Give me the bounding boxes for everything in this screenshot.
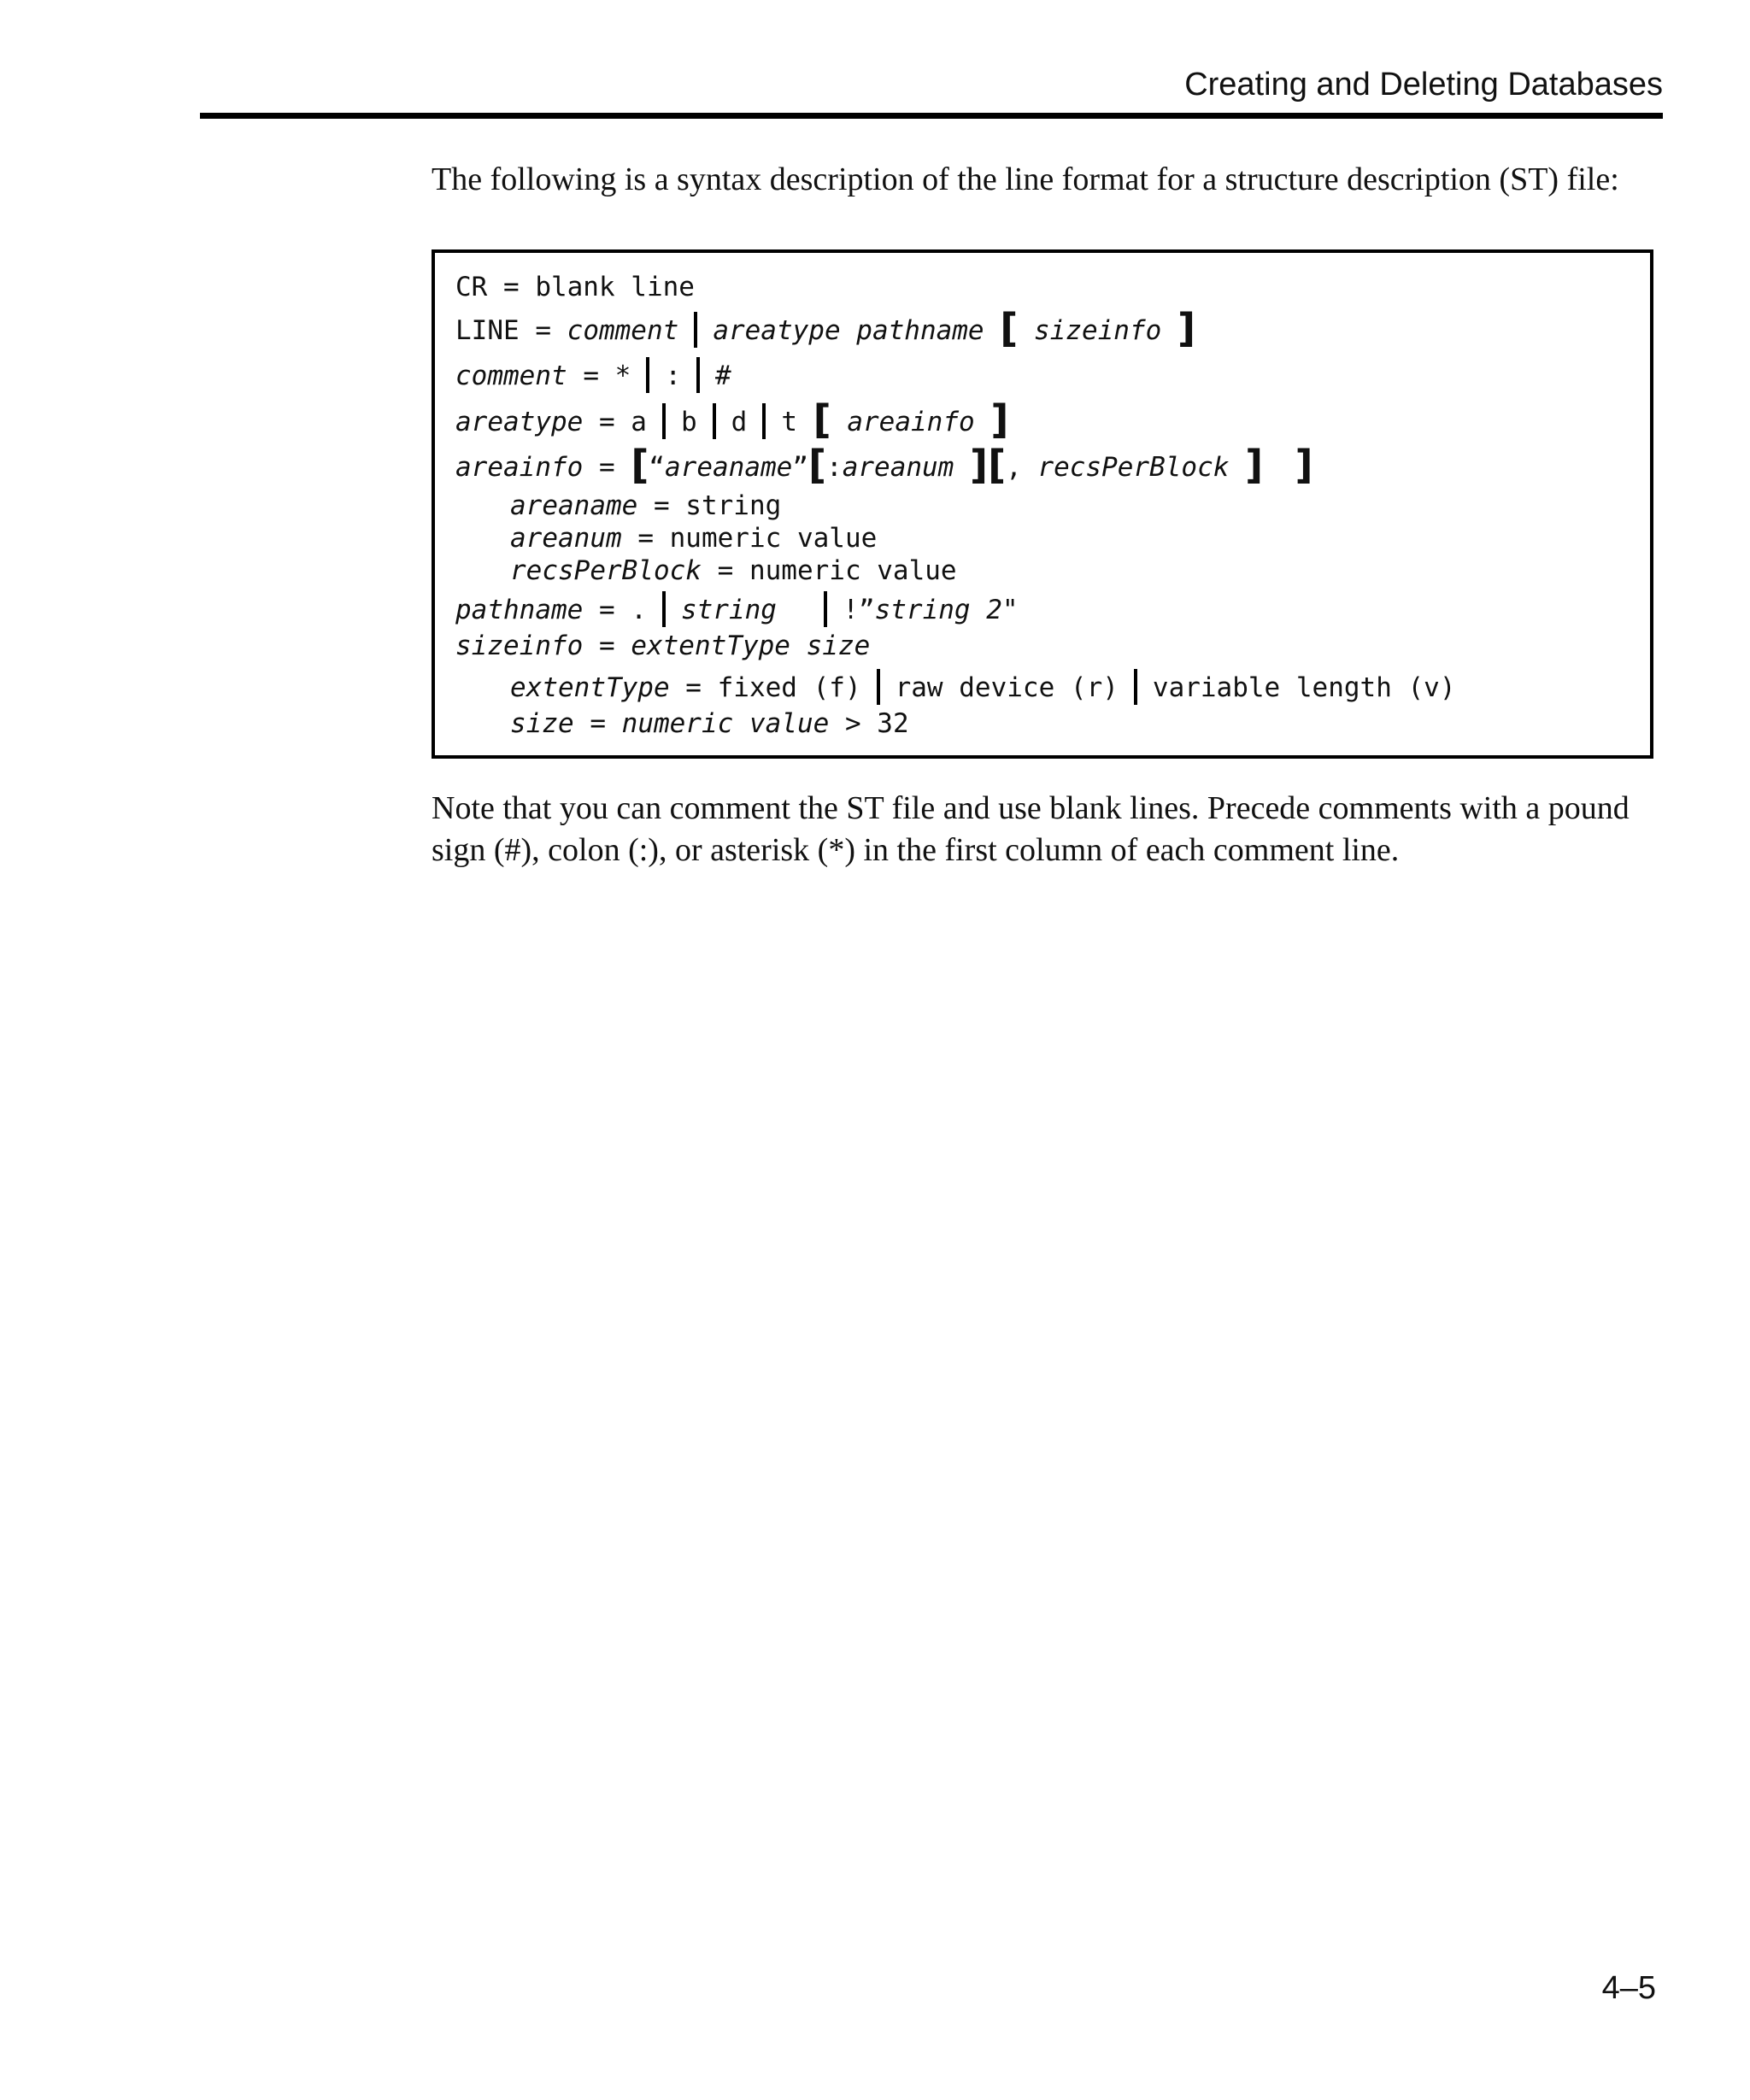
term-pathname: pathname bbox=[455, 595, 584, 625]
syntax-line-recsperblock bbox=[510, 554, 957, 588]
term-areatype: areatype bbox=[455, 407, 584, 437]
term-cr: CR bbox=[455, 272, 488, 302]
syntax-line-line bbox=[455, 305, 1195, 351]
opt-areaname: areaname bbox=[665, 452, 793, 483]
running-header-title: Creating and Deleting Databases bbox=[1184, 67, 1663, 103]
syntax-line-areanum bbox=[510, 521, 877, 555]
equals: = bbox=[573, 708, 622, 739]
close-quote: " bbox=[1001, 595, 1019, 625]
alt-asterisk: = * bbox=[567, 361, 631, 391]
alt-string-2: string 2 bbox=[874, 595, 1002, 625]
alt-dot: = . bbox=[583, 595, 647, 625]
def-sizeinfo: extentType size bbox=[631, 631, 871, 661]
or-bar bbox=[646, 357, 649, 393]
equals: = bbox=[583, 452, 631, 483]
term-recsperblock: recsPerBlock bbox=[510, 555, 702, 586]
alt-bang-quote: !” bbox=[843, 595, 875, 625]
def-areanum: = numeric value bbox=[621, 523, 878, 554]
running-header bbox=[200, 65, 1663, 119]
syntax-line-size bbox=[510, 707, 909, 741]
equals: = bbox=[583, 631, 631, 661]
equals: = bbox=[519, 315, 567, 346]
syntax-box bbox=[432, 249, 1653, 759]
optional-open-bracket: [ bbox=[631, 442, 649, 488]
syntax-line-areatype bbox=[455, 396, 1009, 443]
alt-hash: # bbox=[714, 361, 731, 391]
alt-a: = a bbox=[583, 407, 647, 437]
alt-string: string bbox=[680, 595, 777, 625]
optional-open-bracket: [ bbox=[988, 442, 1007, 488]
syntax-line-areaname bbox=[510, 489, 781, 523]
alt-d: d bbox=[731, 407, 748, 437]
term-areanum: areanum bbox=[510, 523, 622, 554]
close-quote: ” bbox=[792, 452, 808, 483]
or-bar bbox=[662, 591, 666, 627]
open-quote: “ bbox=[649, 452, 666, 483]
syntax-line-cr bbox=[455, 270, 695, 304]
opt-areanum: areanum bbox=[842, 452, 954, 483]
optional-open-bracket: [ bbox=[1000, 305, 1019, 351]
alt-raw-device: raw device (r) bbox=[895, 672, 1119, 703]
alt-t: t bbox=[781, 407, 797, 437]
optional-close-bracket: ] bbox=[1245, 442, 1264, 488]
optional-close-bracket: ] bbox=[970, 442, 989, 488]
intro-paragraph: The following is a syntax description of the line format for a structure description (ST) file: bbox=[432, 161, 1619, 197]
comma: , bbox=[1006, 452, 1022, 483]
term-comment: comment bbox=[455, 361, 567, 391]
or-bar bbox=[694, 312, 697, 348]
term-sizeinfo: sizeinfo bbox=[455, 631, 584, 661]
alt-comment: comment bbox=[567, 315, 679, 346]
colon: : bbox=[826, 452, 843, 483]
or-bar bbox=[1134, 669, 1137, 705]
optional-close-bracket: ] bbox=[990, 396, 1009, 443]
def-size-value: numeric value bbox=[621, 708, 830, 739]
alt-b: b bbox=[680, 407, 697, 437]
optional-close-bracket: ] bbox=[1177, 305, 1195, 351]
syntax-line-sizeinfo bbox=[455, 629, 870, 663]
or-bar bbox=[877, 669, 880, 705]
term-line: LINE bbox=[455, 315, 520, 346]
alt-fixed: = fixed (f) bbox=[669, 672, 861, 703]
page-number: 4–5 bbox=[1601, 1970, 1656, 2006]
or-bar bbox=[713, 403, 716, 439]
term-areainfo: areainfo bbox=[455, 452, 584, 483]
term-areaname: areaname bbox=[510, 490, 638, 521]
syntax-line-comment bbox=[455, 357, 731, 391]
def-cr: = blank line bbox=[487, 272, 695, 302]
alt-areatype-pathname: areatype pathname bbox=[713, 315, 984, 346]
or-bar bbox=[762, 403, 766, 439]
optional-open-bracket: [ bbox=[813, 396, 831, 443]
opt-recsperblock: recsPerBlock bbox=[1037, 452, 1230, 483]
syntax-line-pathname bbox=[455, 591, 1019, 625]
alt-colon: : bbox=[665, 361, 681, 391]
alt-variable-length: variable length (v) bbox=[1152, 672, 1456, 703]
def-recsperblock: = numeric value bbox=[701, 555, 957, 586]
or-bar bbox=[824, 591, 827, 627]
term-size: size bbox=[510, 708, 574, 739]
opt-areainfo: areainfo bbox=[847, 407, 975, 437]
or-bar bbox=[696, 357, 700, 393]
def-size-min: > 32 bbox=[829, 708, 909, 739]
def-areaname: = string bbox=[637, 490, 782, 521]
opt-sizeinfo: sizeinfo bbox=[1033, 315, 1162, 346]
note-paragraph: Note that you can comment the ST file and use blank lines. Precede comments with a pound sign (#), colon (:), or asterisk (*) in the first column of each comment line. bbox=[432, 790, 1630, 868]
term-extenttype: extentType bbox=[510, 672, 670, 703]
optional-open-bracket: [ bbox=[808, 442, 827, 488]
syntax-line-areainfo bbox=[455, 442, 1313, 488]
optional-close-bracket: ] bbox=[1295, 442, 1313, 488]
or-bar bbox=[662, 403, 666, 439]
syntax-line-extenttype bbox=[510, 669, 1456, 703]
